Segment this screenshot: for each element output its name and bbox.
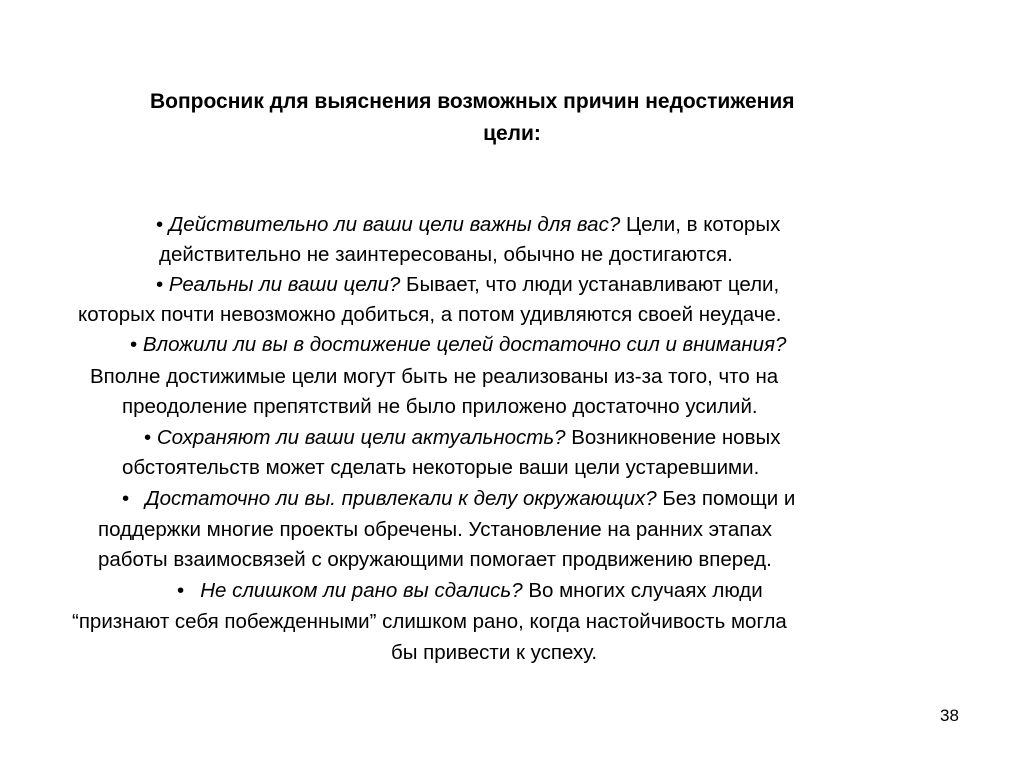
question-2-line-2 [0,300,1024,330]
question-3-line-3 [0,392,1024,422]
question-5-answer-part-1: Без помощи и [656,487,796,510]
question-6-text: Не слишком ли рано вы сдались? [200,579,523,602]
question-5-answer-part-2: поддержки многие проекты обречены. Установление на ранних этапах [98,518,772,541]
bullet-icon: • [130,333,143,356]
slide-title-line-1: Вопросник для выяснения возможных причин недостижения [150,90,795,113]
question-1-answer-part-2: действительно не заинтересованы, обычно не достигаются. [159,243,733,266]
question-5-line-2 [0,515,1024,545]
question-2-line-1 [0,270,1024,300]
question-2-text: Реальны ли ваши цели? [168,273,401,296]
question-6-line-3 [0,638,1024,668]
question-1-text: Действительно ли ваши цели важны для вас? [168,213,621,236]
bullet-icon: • [144,426,157,449]
question-3-line-2 [0,362,1024,392]
question-1-answer-part-1: Цели, в которых [620,213,781,236]
question-3-answer-part-2: преодоление препятствий не было приложено достаточно усилий. [122,395,758,418]
question-6-line-1 [0,576,1024,606]
question-2-answer-part-2: которых почти невозможно добиться, а потом удивляются своей неудаче. [78,303,782,326]
question-5-text: Достаточно ли вы. привлекали к делу окружающих? [145,487,657,510]
question-4-line-2 [0,453,1024,483]
question-4-answer-part-2: обстоятельств может сделать некоторые ваши цели устаревшими. [122,456,760,479]
question-5-answer-part-3: работы взаимосвязей с окружающими помогает продвижению вперед. [98,548,772,571]
question-6-line-2 [0,607,1024,637]
question-5-line-1 [0,484,1024,514]
bullet-icon: • [156,273,169,296]
question-6-answer-part-2: “признают себя побежденными” слишком рано, когда настойчивость могла [72,610,787,633]
question-6-answer-part-1: Во многих случаях люди [522,579,763,602]
question-1-line-2 [0,240,1024,270]
question-3-line-1 [0,330,1024,360]
page-number: 38 [940,706,959,725]
slide-title-line-2: цели: [483,122,541,145]
question-4-line-1 [0,423,1024,453]
bullet-icon: • [156,213,169,236]
question-3-answer-part-1: Вполне достижимые цели могут быть не реализованы из-за того, что на [90,365,779,388]
question-1-line-1 [0,210,1024,240]
question-3-text: Вложили ли вы в достижение целей достаточно сил и внимания? [142,333,787,356]
bullet-icon: • [177,579,185,602]
question-5-line-3 [0,545,1024,575]
slide-title [150,86,950,150]
question-6-answer-part-3: бы привести к успеху. [391,641,598,664]
bullet-icon: • [122,487,130,510]
question-4-answer-part-1: Возникновение новых [565,426,781,449]
question-4-text: Сохраняют ли ваши цели актуальность? [156,426,566,449]
question-2-answer-part-1: Бывает, что люди устанавливают цели, [400,273,780,296]
